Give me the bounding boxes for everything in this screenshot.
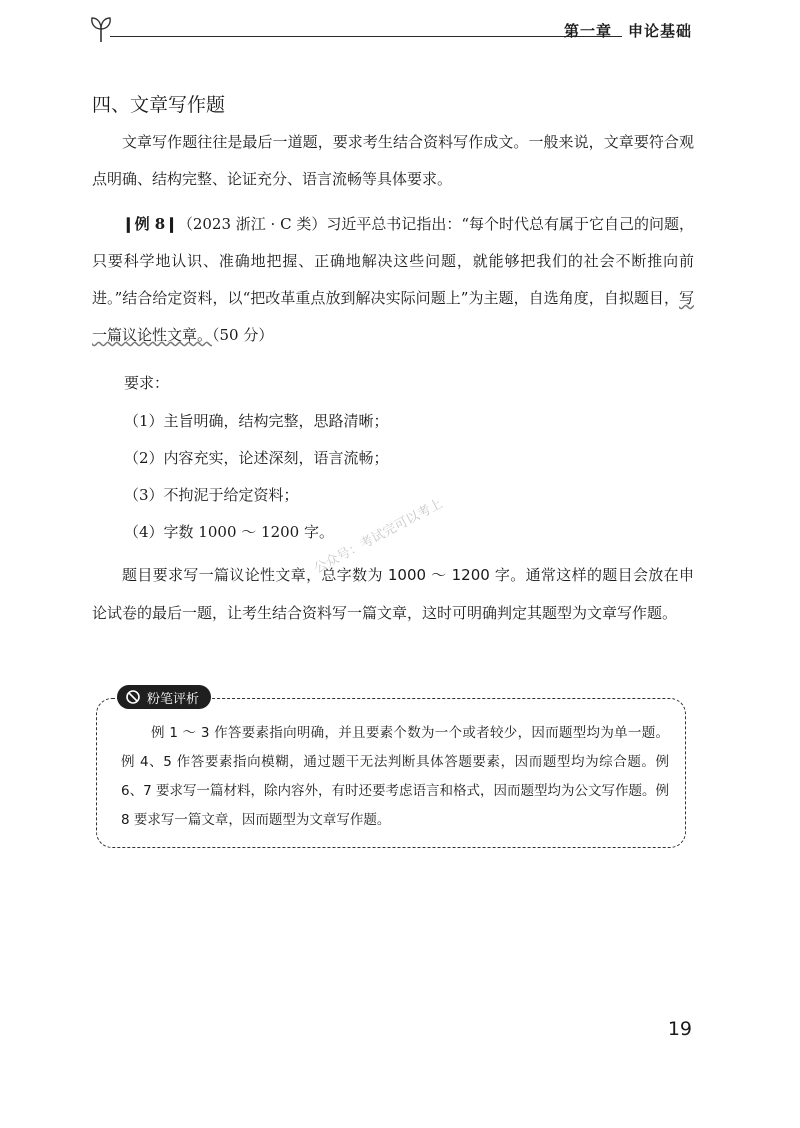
header-rule xyxy=(110,36,622,37)
note-tag xyxy=(117,685,211,709)
requirement-item: （4）字数 1000 ～ 1200 字。 xyxy=(124,523,334,541)
example-paragraph xyxy=(92,206,694,354)
example-label: 例 8 xyxy=(134,215,166,233)
note-text: 例 1 ～ 3 作答要素指向明确，并且要素个数为一个或者较少，因而题型均为单一题。例 4、5 作答要素指向模糊，通过题干无法判断具体答题要素，因而题型均为综合题。例 6、7 要求写一篇材料，除内容外，有时还要考虑语言和格式，因而题型均为公文写作题。例 8 要求写一篇文章，因而题型为文章写作题。 xyxy=(121,725,669,828)
analysis-paragraph: 题目要求写一篇议论性文章，总字数为 1000 ～ 1200 字。通常这样的题目会放在申论试卷的最后一题，让考生结合资料写一篇文章，这时可明确判定其题型为文章写作题。 xyxy=(92,566,694,622)
chapter-number: 第一章 xyxy=(563,22,612,40)
running-header xyxy=(88,14,692,44)
watermark: 公众号：考试完可以考上 xyxy=(311,496,446,577)
note-tag-label: 粉笔评析 xyxy=(147,691,200,707)
example-points: （50 分） xyxy=(212,326,274,344)
no-sign-icon xyxy=(125,689,141,705)
requirement-item: （3）不拘泥于给定资料； xyxy=(124,486,299,504)
requirements-heading: 要求： xyxy=(124,374,170,392)
section-title: 四、文章写作题 xyxy=(92,94,226,116)
requirement-item: （1）主旨明确，结构完整，思路清晰； xyxy=(124,412,389,430)
requirement-item: （2）内容充实，论述深刻，语言流畅； xyxy=(124,449,389,467)
chapter-title: 申论基础 xyxy=(627,22,692,40)
intro-paragraph: 文章写作题往往是最后一道题，要求考生结合资料写作成文。一般来说，文章要符合观点明确、结构完整、论证充分、语言流畅等具体要求。 xyxy=(92,133,694,188)
note-box xyxy=(96,691,686,848)
page-number: 19 xyxy=(667,1018,692,1040)
example-task: 写一篇议论性文章。 xyxy=(92,289,694,344)
example-question: 习近平总书记指出：“每个时代总有属于它自己的问题，只要科学地认识、准确地把握、正确地解决这些问题，就能够把我们的社会不断推向前进。”结合给定资料，以“把改革重点放到解决实际问题上”为主题，自选角度，自拟题目， xyxy=(92,215,694,307)
header-chapter xyxy=(564,20,692,41)
sprout-icon xyxy=(88,14,114,44)
example-source: （2023 浙江 · C 类） xyxy=(177,215,327,233)
example-label-wrap: ❙例 8❙ xyxy=(122,215,178,233)
